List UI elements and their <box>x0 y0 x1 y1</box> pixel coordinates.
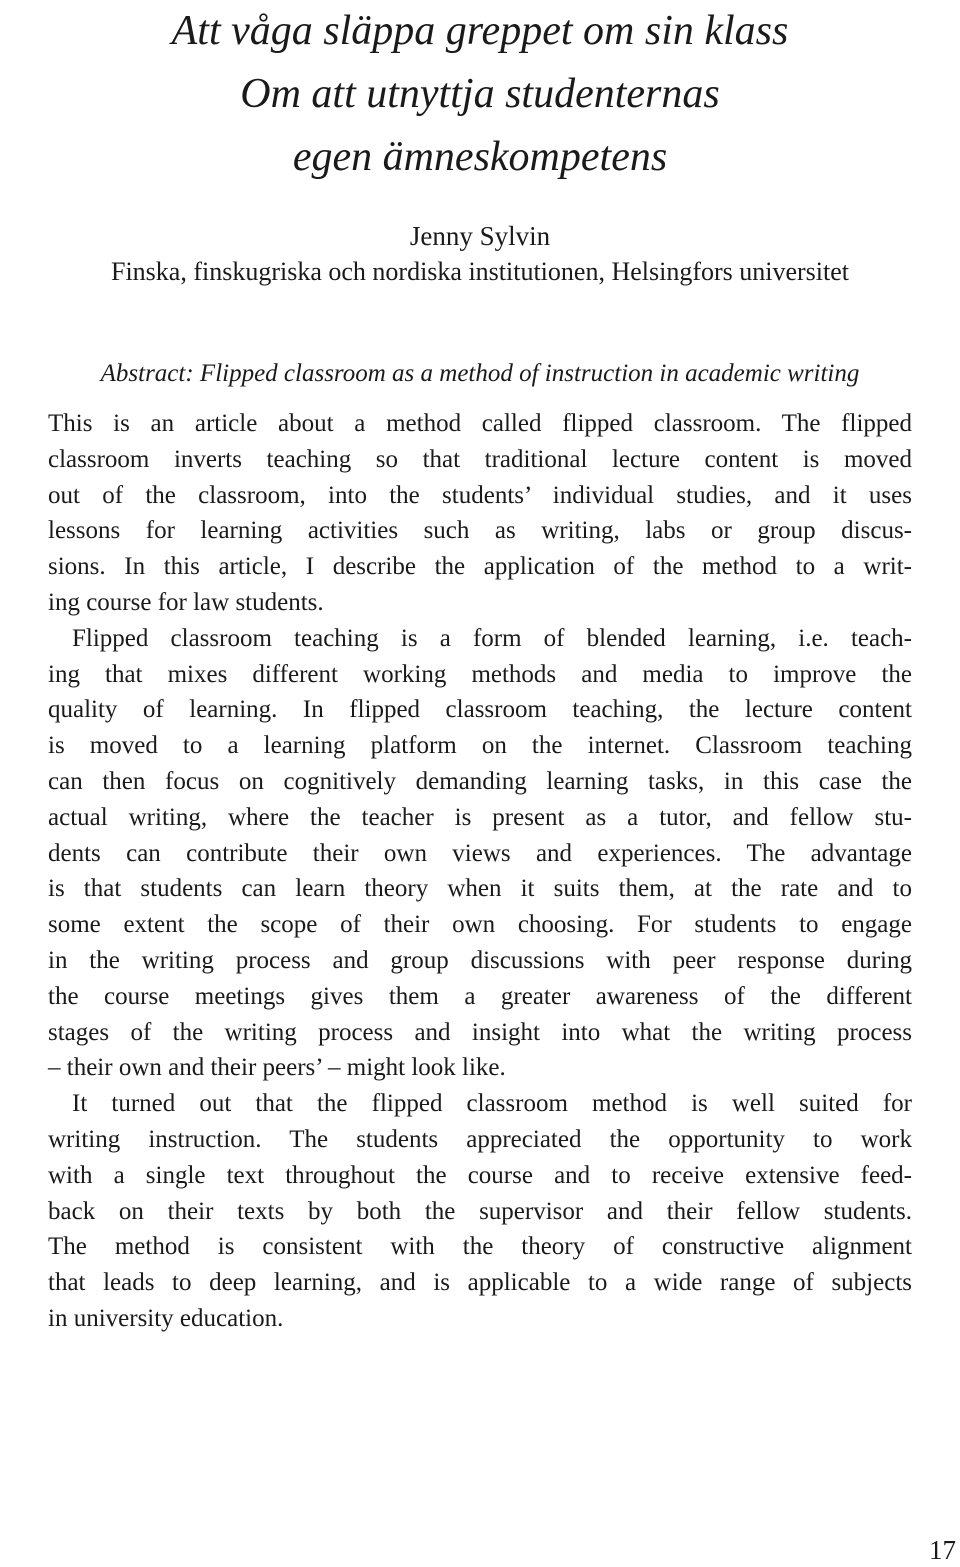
abstract-paragraph-2 <box>48 621 912 1086</box>
abstract-paragraph-3 <box>48 1086 912 1337</box>
text-line: actual writing, where the teacher is present as a tutor, and fellow stu- <box>48 803 912 831</box>
text-line: Flipped classroom teaching is a form of blended learning, i.e. teach- <box>72 624 912 652</box>
title-line-3: egen ämneskompetens <box>292 134 668 180</box>
text-line: back on their texts by both the supervisor and their fellow students. <box>48 1197 912 1225</box>
article-title <box>0 0 960 189</box>
text-line: It turned out that the flipped classroom method is well suited for <box>72 1090 912 1118</box>
page-number: 17 <box>929 1535 956 1565</box>
text-line: is moved to a learning platform on the internet. Classroom teaching <box>48 732 912 760</box>
text-line: the course meetings gives them a greater awareness of the different <box>48 982 912 1010</box>
text-line: dents can contribute their own views and experiences. The advantage <box>48 839 912 867</box>
text-line: is that students can learn theory when it suits them, at the rate and to <box>48 875 912 903</box>
abstract-heading: Abstract: Flipped classroom as a method of instruction in academic writing <box>100 360 860 387</box>
text-line: classroom inverts teaching so that traditional lecture content is moved <box>48 445 912 473</box>
text-line: quality of learning. In flipped classroom teaching, the lecture content <box>48 696 912 724</box>
abstract-paragraph-1 <box>48 406 912 621</box>
text-line: can then focus on cognitively demanding learning tasks, in this case the <box>48 767 912 795</box>
title-line-2: Om att utnyttja studenternas <box>240 71 720 117</box>
text-line: that leads to deep learning, and is applicable to a wide range of subjects <box>48 1269 912 1297</box>
text-line: This is an article about a method called flipped classroom. The flipped <box>48 410 912 437</box>
text-line: with a single text throughout the course and to receive extensive feed- <box>48 1161 912 1189</box>
text-line: ing that mixes different working methods and media to improve the <box>48 660 912 688</box>
text-line: The method is consistent with the theory of constructive alignment <box>48 1233 912 1261</box>
text-line: out of the classroom, into the students’ individual studies, and it uses <box>48 481 912 509</box>
text-line: in university education. <box>48 1304 284 1332</box>
author-name: Jenny Sylvin <box>409 221 551 251</box>
text-line: ing course for law students. <box>48 588 324 616</box>
text-line: stages of the writing process and insight into what the writing process <box>48 1018 912 1046</box>
abstract-body <box>48 406 912 1337</box>
text-line: in the writing process and group discussions with peer response during <box>48 946 912 974</box>
author-affiliation: Finska, finskugriska och nordiska institutionen, Helsingfors universitet <box>110 257 850 286</box>
text-line: sions. In this article, I describe the application of the method to a writ- <box>48 553 912 581</box>
text-line: writing instruction. The students appreciated the opportunity to work <box>48 1125 912 1153</box>
text-line: – their own and their peers’ – might look like. <box>48 1054 506 1082</box>
text-line: some extent the scope of their own choosing. For students to engage <box>48 911 912 939</box>
title-line-1: Att våga släppa greppet om sin klass <box>171 8 789 54</box>
text-line: lessons for learning activities such as writing, labs or group discus- <box>48 517 912 545</box>
